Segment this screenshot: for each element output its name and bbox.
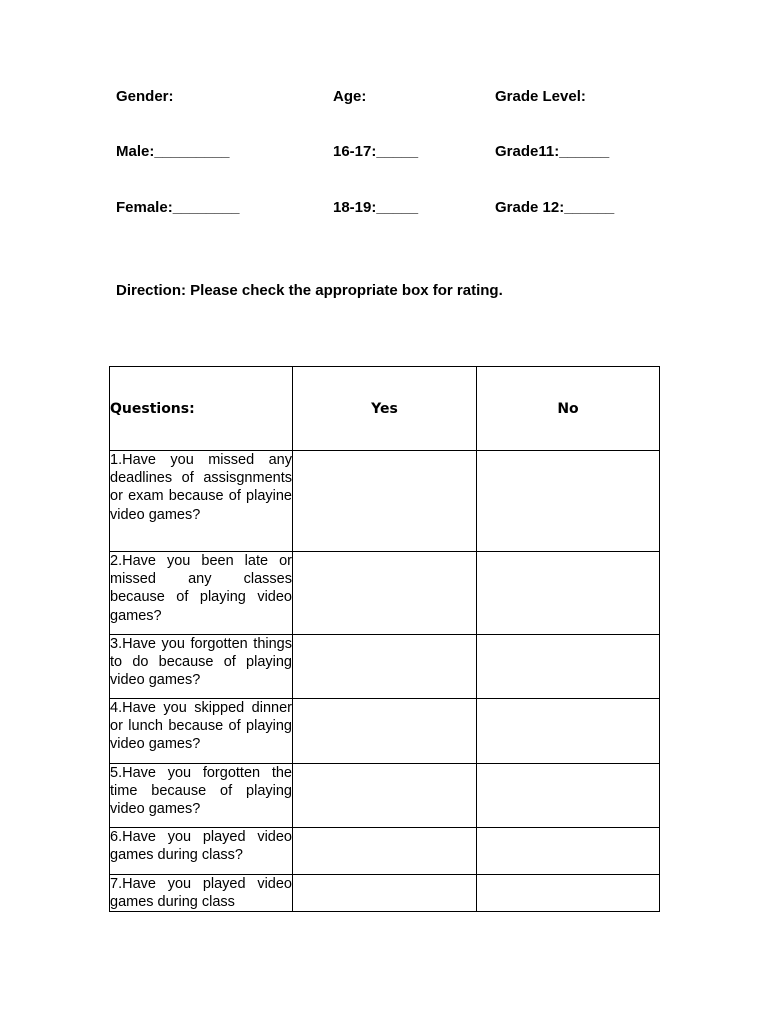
question-text: 3.Have you forgotten things to do because of playing video games? — [110, 635, 293, 699]
no-checkbox-cell[interactable] — [477, 552, 660, 635]
question-text: 7.Have you played video games during class — [110, 876, 292, 911]
yes-checkbox-cell[interactable] — [293, 552, 477, 635]
table-row — [110, 451, 660, 552]
no-checkbox-cell[interactable] — [477, 828, 660, 875]
question-text: 2.Have you been late or missed any classes because of playing video games? — [110, 552, 293, 635]
yes-checkbox-cell[interactable] — [293, 764, 477, 828]
question-text: 6.Have you played video games during class? — [110, 828, 293, 875]
yes-checkbox-cell[interactable] — [293, 828, 477, 875]
direction-text: Direction: Please check the appropriate box for rating. — [116, 282, 503, 299]
no-header: No — [477, 367, 660, 451]
yes-checkbox-cell[interactable] — [293, 635, 477, 699]
no-checkbox-cell[interactable] — [477, 764, 660, 828]
table-header-row — [110, 367, 660, 451]
no-checkbox-cell[interactable] — [477, 699, 660, 764]
grade11-field[interactable]: Grade11:______ — [495, 143, 610, 160]
yes-checkbox-cell[interactable] — [293, 699, 477, 764]
female-field[interactable]: Female:________ — [116, 199, 240, 216]
survey-table — [109, 366, 660, 912]
no-checkbox-cell[interactable] — [477, 635, 660, 699]
no-checkbox-cell[interactable] — [477, 451, 660, 552]
grade-level-label: Grade Level: — [495, 88, 586, 105]
question-text: 1.Have you missed any deadlines of assisgnments or exam because of playine video games? — [110, 451, 293, 552]
table-row — [110, 552, 660, 635]
table-row — [110, 699, 660, 764]
yes-header: Yes — [293, 367, 477, 451]
age-18-19-field[interactable]: 18-19:_____ — [333, 199, 419, 216]
gender-label: Gender: — [116, 88, 174, 105]
question-cell — [110, 875, 293, 912]
age-16-17-field[interactable]: 16-17:_____ — [333, 143, 419, 160]
no-checkbox-cell[interactable] — [477, 875, 660, 912]
table-row — [110, 635, 660, 699]
questions-header: Questions: — [110, 367, 293, 451]
grade12-field[interactable]: Grade 12:______ — [495, 199, 615, 216]
table-row — [110, 764, 660, 828]
table-row — [110, 875, 660, 912]
table-row — [110, 828, 660, 875]
question-text: 5.Have you forgotten the time because of playing video games? — [110, 764, 293, 828]
yes-checkbox-cell[interactable] — [293, 451, 477, 552]
yes-checkbox-cell[interactable] — [293, 875, 477, 912]
male-field[interactable]: Male:_________ — [116, 143, 230, 160]
question-text: 4.Have you skipped dinner or lunch because of playing video games? — [110, 699, 293, 764]
age-label: Age: — [333, 88, 367, 105]
